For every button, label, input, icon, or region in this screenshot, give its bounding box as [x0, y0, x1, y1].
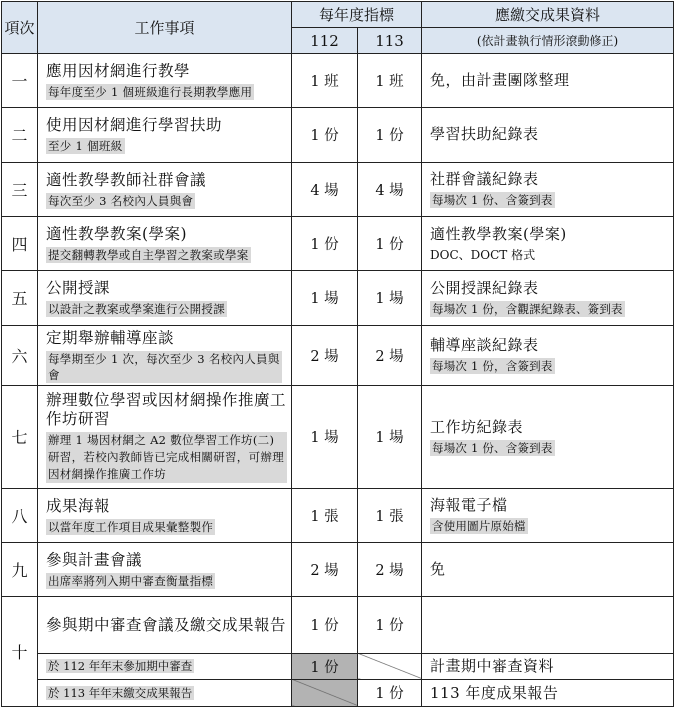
table-row [2, 325, 674, 385]
table-row [2, 271, 674, 325]
task-title: 適性教學教師社群會議 [46, 170, 207, 189]
task-cell [38, 325, 292, 385]
row-number: 七 [2, 386, 38, 489]
target-112: 2 場 [292, 325, 358, 385]
header-deliverable: 應繳交成果資料 [422, 2, 674, 28]
subtask-112-target-112: 1 份 [292, 653, 358, 679]
target-113: 2 場 [358, 542, 422, 596]
row-number: 二 [2, 108, 38, 162]
target-112: 1 場 [292, 386, 358, 489]
target-112: 1 場 [292, 271, 358, 325]
target-113: 1 份 [358, 597, 422, 653]
task-cell [38, 488, 292, 542]
subtask-113-label: 於 113 年年末繳交成果報告 [48, 685, 193, 700]
subtask-113-deliverable-title: 113 年度成果報告 [430, 683, 559, 702]
target-113: 2 場 [358, 325, 422, 385]
deliverable-title: 工作坊紀錄表 [430, 417, 524, 436]
deliverable-title: 適性教學教案(學案) [430, 224, 567, 243]
target-112: 1 份 [292, 597, 358, 653]
task-cell [38, 271, 292, 325]
row-number: 四 [2, 216, 38, 270]
subtask-113-target-112-empty [292, 679, 358, 706]
task-cell [38, 386, 292, 489]
task-title: 公開授課 [46, 279, 111, 298]
target-112: 1 張 [292, 488, 358, 542]
task-title: 定期舉辦輔導座談 [46, 328, 175, 347]
row-number: 九 [2, 542, 38, 596]
deliverable-note: 每場次 1 份、含簽到表 [432, 193, 553, 208]
task-note: 至少 1 個班級 [48, 139, 123, 154]
deliverable-title: 免，由計畫團隊整理 [430, 71, 570, 90]
row-number: 一 [2, 54, 38, 108]
header-year-112: 112 [292, 28, 358, 54]
header-task: 工作事項 [38, 2, 292, 54]
table-row [2, 162, 674, 216]
row-number: 五 [2, 271, 38, 325]
target-112: 1 班 [292, 54, 358, 108]
table-row [2, 542, 674, 596]
table-row [2, 488, 674, 542]
task-note: 每學期至少 1 次，每次至少 3 名校內人員與會 [46, 351, 282, 383]
task-title: 使用因材網進行學習扶助 [46, 116, 223, 135]
deliverable-cell [422, 108, 674, 162]
target-113: 1 份 [358, 216, 422, 270]
task-cell [38, 54, 292, 108]
task-cell [38, 542, 292, 596]
deliverable-cell [422, 488, 674, 542]
deliverable-cell [422, 271, 674, 325]
task-note: 出席率將列入期中審查衡量指標 [48, 574, 214, 589]
subtask-112-deliverable [422, 653, 674, 679]
subtask-112-label: 於 112 年年末參加期中審查 [48, 659, 193, 674]
deliverable-cell [422, 386, 674, 489]
target-113: 1 張 [358, 488, 422, 542]
subtask-112 [38, 653, 292, 679]
header-year-113: 113 [358, 28, 422, 54]
deliverable-note: 每場次 1 份，含簽到表 [432, 359, 553, 374]
deliverable-note: DOC、DOCT 格式 [430, 247, 536, 262]
task-cell [38, 597, 292, 653]
header-deliverable-note: (依計畫執行情形滾動修正) [422, 28, 674, 54]
header-annual-target: 每年度指標 [292, 2, 422, 28]
target-113: 1 場 [358, 386, 422, 489]
task-title: 參與期中審查會議及繳交成果報告 [46, 616, 287, 635]
subtask-113-deliverable [422, 679, 674, 706]
subtask-113 [38, 679, 292, 706]
header-item-no: 項次 [2, 2, 38, 54]
table-row [2, 386, 674, 489]
deliverable-title: 免 [430, 560, 446, 579]
target-113: 1 班 [358, 54, 422, 108]
table-row [2, 54, 674, 108]
target-112: 1 份 [292, 108, 358, 162]
task-cell [38, 108, 292, 162]
row-number: 十 [2, 597, 38, 707]
table-row [2, 597, 674, 653]
task-note: 每年度至少 1 個班級進行長期教學應用 [48, 85, 253, 100]
table-row [2, 108, 674, 162]
table-subrow [2, 679, 674, 706]
task-note: 以當年度工作項目成果彙整製作 [48, 519, 214, 534]
deliverable-cell [422, 597, 674, 653]
deliverable-cell [422, 325, 674, 385]
target-113: 4 場 [358, 162, 422, 216]
deliverable-cell [422, 54, 674, 108]
table-subrow [2, 653, 674, 679]
deliverable-title: 公開授課紀錄表 [430, 278, 539, 297]
row-number: 六 [2, 325, 38, 385]
deliverable-note: 含使用圖片原始檔 [432, 519, 526, 534]
task-note: 提交翻轉教學或自主學習之教案或學案 [48, 248, 249, 263]
deliverable-note: 每場次 1 份，含觀課紀錄表、簽到表 [432, 301, 623, 316]
deliverable-title: 社群會議紀錄表 [430, 170, 539, 189]
deliverable-title: 輔導座談紀錄表 [430, 336, 539, 355]
subtask-112-target-113-empty [358, 653, 422, 679]
task-note: 每次至少 3 名校內人員與會 [48, 193, 194, 208]
table-row [2, 216, 674, 270]
deliverable-title: 學習扶助紀錄表 [430, 125, 539, 144]
target-112: 1 份 [292, 216, 358, 270]
deliverable-cell [422, 162, 674, 216]
deliverable-cell [422, 216, 674, 270]
deliverable-note: 每場次 1 份、含簽到表 [432, 440, 553, 455]
target-112: 2 場 [292, 542, 358, 596]
row-number: 八 [2, 488, 38, 542]
deliverable-title: 海報電子檔 [430, 496, 508, 515]
subtask-112-deliverable-title: 計畫期中審查資料 [430, 657, 555, 676]
task-title: 成果海報 [46, 496, 111, 515]
task-note: 以設計之教案或學案進行公開授課 [48, 302, 225, 317]
task-title: 辦理數位學習或因材網操作推廣工作坊研習 [46, 391, 287, 429]
task-cell [38, 162, 292, 216]
target-112: 4 場 [292, 162, 358, 216]
task-title: 適性教學教案(學案) [46, 225, 188, 244]
target-113: 1 場 [358, 271, 422, 325]
row-number: 三 [2, 162, 38, 216]
deliverable-cell [422, 542, 674, 596]
subtask-113-target-113: 1 份 [358, 679, 422, 706]
task-note: 辦理 1 場因材網之 A2 數位學習工作坊(二)研習，若校內教師皆已完成相關研習，可辦理因材網操作推廣工作坊 [46, 432, 287, 483]
task-title: 應用因材網進行教學 [46, 62, 191, 81]
task-cell [38, 216, 292, 270]
task-title: 參與計畫會議 [46, 551, 143, 570]
target-113: 1 份 [358, 108, 422, 162]
work-items-table [1, 1, 674, 707]
